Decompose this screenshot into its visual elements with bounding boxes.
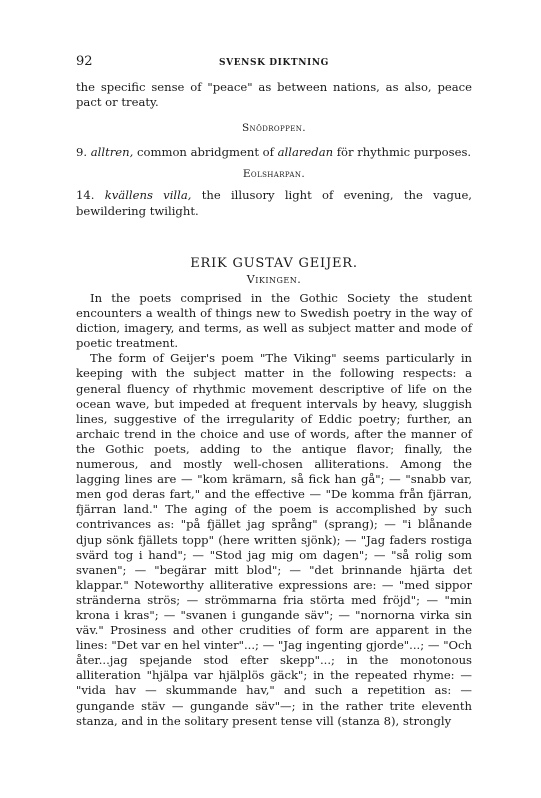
paragraph: The form of Geijer's poem "The Viking" seems particularly in keeping with the subject matter in the following respects: a general fluency of rhythmic movement descriptive of life on the ocean wave, but impeded at frequent intervals by heavy, sluggish lines, suggestive of the irregularity of Eddic poetry; further, an archaic trend in the choice and use of words, after the manner of the Gothic poets, adding to the antique flavor; finally, the numerous, and mostly well-chosen alliterations. Among the lagging lines are — "kom krämarn, så fick han gå"; — "snabb var, men god deras fart," and the effective — "De komma från fjärran, fjärran land." The aging of the poem is accomplished by such contrivances as: "på fjället jag språng" (sprang); — "i blånande djup sönk fjällets topp" (here written sjönk); — "Jag faders rostiga svärd tog i hand"; — "Stod jag mig om dagen"; — "så rolig som svanen"; — "begärar mitt blod"; — "det brinnande hjärta det klappar." Noteworthy alliterative expressions are: — "med sippor stränderna strös; — strömmarna fria störta med fröjd"; — "min krona i kras"; — "svanen i gungande säv"; — "nornorna virka sin väv." Prosiness and other crudities of form are apparent in the lines: "Det var en hel vinter"...; — "Jag ingenting gjorde"...; — "Och åter...jag spejande stod efter skepp"...; in the monotonous alliteration "hjälpa var hjälplös gäck"; in the repeated rhyme: — "vida hav — skummande hav," and such a repetition as: — gungande stäv — gungande säv"—; in the rather trite eleventh stanza, and in the solitary present tense vill (stanza 8), strongly	[76, 351, 472, 728]
note-term: allaredan	[277, 144, 334, 159]
page-number: 92	[76, 54, 93, 69]
note-number: 14.	[76, 188, 95, 203]
notes-section	[76, 80, 472, 219]
section-title-snodroppen: Snödroppen.	[241, 121, 307, 134]
note-continuation: the specific sense of "peace" as between nations, as also, peace pact or treaty.	[76, 80, 472, 110]
note-14	[76, 188, 472, 219]
section-title-eolsharpan: Eolsharpan.	[242, 168, 306, 181]
poem-heading: Vikingen.	[246, 273, 302, 286]
running-head	[76, 55, 472, 69]
note-text: för rhythmic purposes.	[333, 144, 472, 159]
author-heading: ERIK GUSTAV GEIJER.	[190, 256, 358, 271]
note-9	[76, 145, 472, 160]
running-title: SVENSK DIKTNING	[219, 58, 329, 68]
note-term: kvällens villa,	[104, 188, 192, 203]
note-number: 9.	[76, 144, 88, 159]
essay-body	[76, 291, 472, 729]
note-text: the illusory light of evening, the vague, bewildering twilight.	[76, 188, 472, 218]
note-text: common abridgment of	[133, 144, 278, 159]
paragraph: In the poets comprised in the Gothic Society the student encounters a wealth of things new to Swedish poetry in the way of diction, imagery, and terms, as well as subject matter and mode of poetic treatment.	[76, 291, 472, 351]
note-term: alltren,	[90, 144, 134, 159]
